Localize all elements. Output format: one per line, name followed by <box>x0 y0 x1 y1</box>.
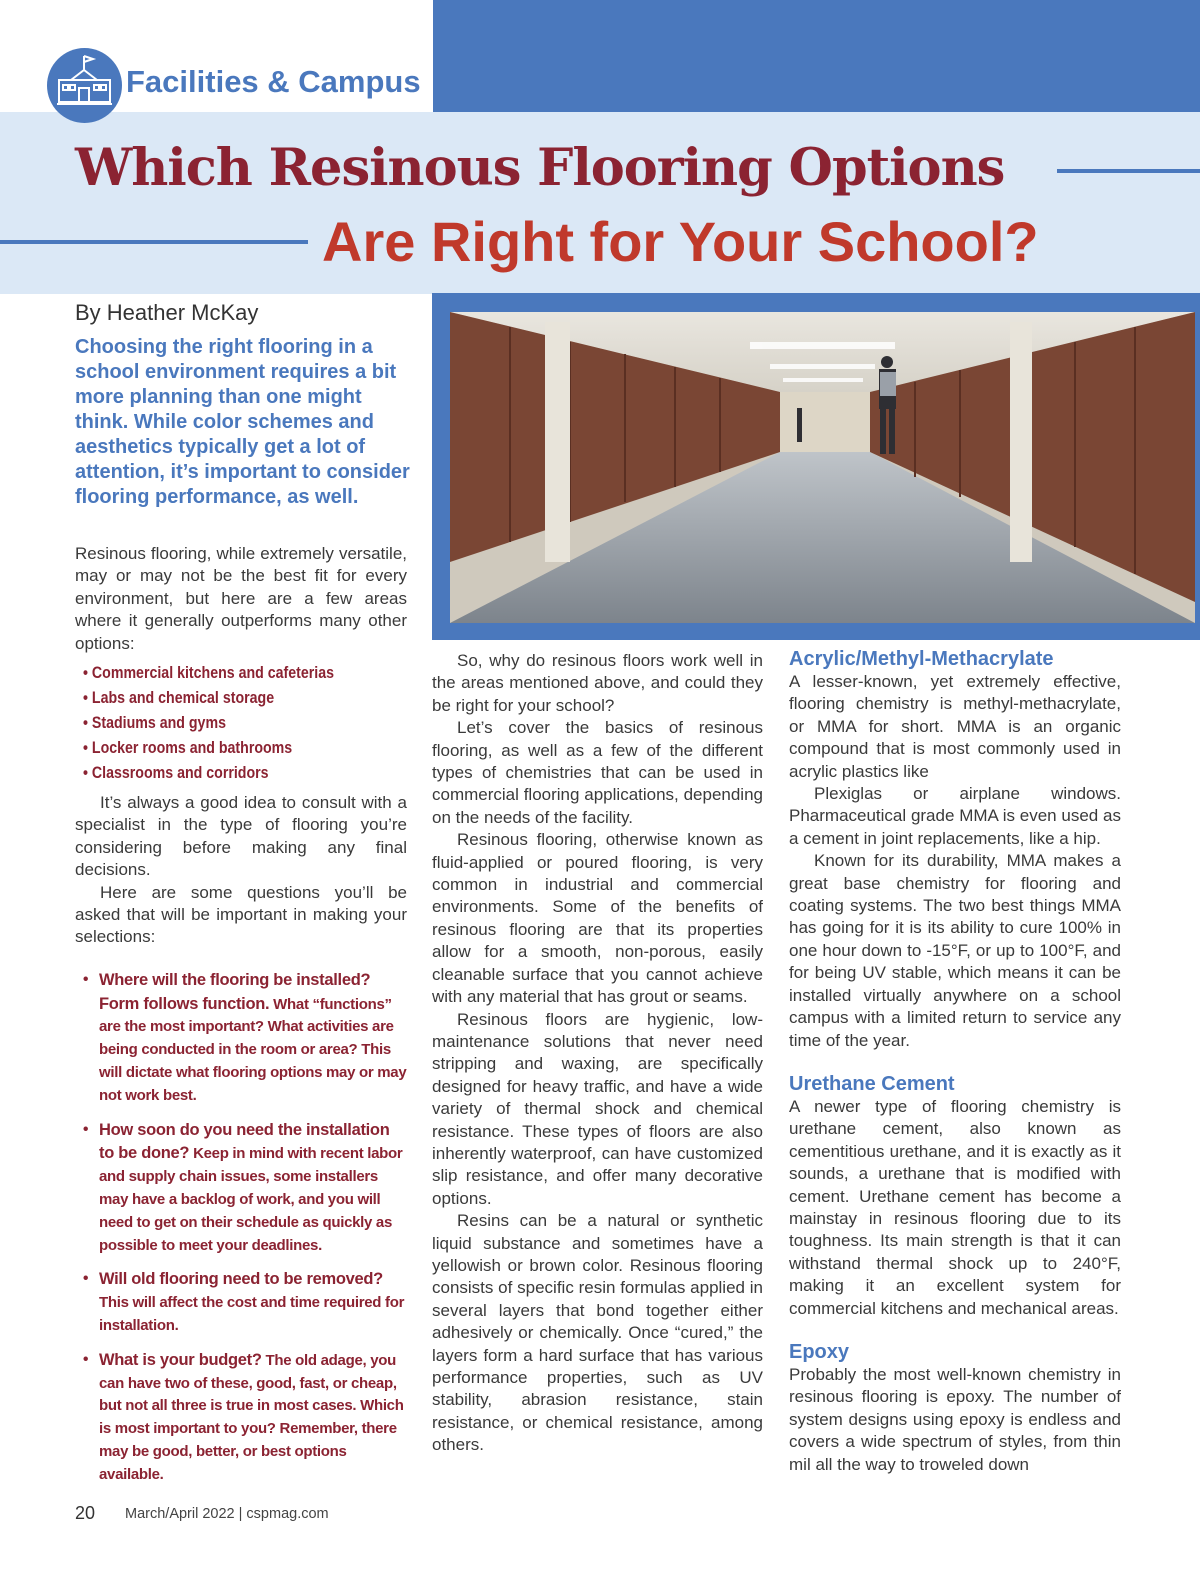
areas-list <box>83 661 407 786</box>
question-text: Will old flooring need to be removed? <box>99 1270 383 1289</box>
column-2-paragraph: Resinous floors are hygienic, low-maintenance solutions that never need stripping and waxing, are specifically designed for heavy traffic, and have a wide variety of thermal shock and chemical resistance. These types of floors are also inherently waterproof, can have customized slip resistance, and offer many decorative options. <box>432 1009 763 1208</box>
article-deck: Choosing the right flooring in a school environment requires a bit more planning than one might think. While color schemes and aesthetics typically get a lot of attention, it’s important to consider flooring performance, as well. <box>75 336 410 508</box>
column-1-intro: Resinous flooring, while extremely versatile, may or may not be the best fit for every environment, but here are a few areas where it generally outperforms many other options: <box>75 544 407 653</box>
byline: By Heather McKay <box>75 300 259 325</box>
header-color-band <box>433 0 1200 112</box>
question-answer: The old adage, you can have two of these, good, fast, or cheap, but not all three is true in most cases. Which is most important to you? Remember, there may be good, better, or best options available. <box>99 1351 404 1483</box>
list-item: • Stadiums and gyms <box>83 714 226 733</box>
column-1-paragraph: It’s always a good idea to consult with a specialist in the type of flooring you’re considering before making any final decisions. <box>75 793 407 880</box>
title-rule-right <box>1057 169 1200 173</box>
column-2-paragraph: Let’s cover the basics of resinous flooring, as well as a few of the different types of chemistries that can be used in commercial flooring applications, depending on the needs of the facility. <box>432 718 763 827</box>
subhead-epoxy: Epoxy <box>789 1340 850 1363</box>
headline-line-1: Which Resinous Flooring Options <box>75 138 1005 198</box>
subhead-mma: Acrylic/Methyl-Methacrylate <box>789 648 1054 670</box>
page-number: 20 <box>75 1503 96 1523</box>
list-item: • Classrooms and corridors <box>83 764 269 783</box>
column-3 <box>789 647 1121 1476</box>
question-item: • What is your budget? The old adage, you can have two of these, good, fast, or cheap, but not all three is true in most cases. Which is most important to you? Remember, there may be good, better, or best options available. <box>83 1350 404 1483</box>
column-3-paragraph: Plexiglas or airplane windows. Pharmaceutical grade MMA is even used as a cement in joint replacements, like a hip. <box>789 784 1121 848</box>
issue-footer: March/April 2022 | cspmag.com <box>125 1506 329 1522</box>
list-item: • Commercial kitchens and cafeterias <box>83 664 335 683</box>
question-answer: What “functions” are the most important? What activities are being conducted in the room or area? This will dictate what flooring options may or may not work best. <box>99 995 407 1104</box>
question-item: • Where will the flooring be installed? Form follows function. What “functions” are the most important? What activities are being conducted in the room or area? This will dictate what flooring options may or may not work best. <box>83 970 407 1104</box>
subhead-urethane-cement: Urethane Cement <box>789 1072 955 1095</box>
section-label: Facilities & Campus <box>126 64 421 99</box>
column-2 <box>432 650 763 1457</box>
school-building-icon <box>47 48 122 123</box>
question-text: How soon do you need the installation to be done? <box>99 1120 390 1163</box>
headline-line-2: Are Right for Your School? <box>322 210 1039 273</box>
question-answer: This will affect the cost and time required for installation. <box>99 1294 405 1335</box>
column-3-paragraph: Known for its durability, MMA makes a great base chemistry for flooring and coating systems. The two best things MMA has going for it is its ability to cure 100% in one hour down to -15°F, or up to 100°F, and for being UV stable, which means it can be installed virtually anywhere on a school campus with a limited return to service any time of the year. <box>789 851 1121 1050</box>
column-2-paragraph: So, why do resinous floors work well in the areas mentioned above, and could they be right for your school? <box>432 651 763 715</box>
column-2-paragraph: Resins can be a natural or synthetic liquid substance and sometimes have a yellowish or brown color. Resinous flooring consists of specific resin formulas applied in several layers that bond together either adhesively or chemically. Once “cured,” the layers form a hard surface that has various performance properties, such as UV stability, abrasion resistance, stain resistance, or chemical resistance, among others. <box>432 1211 763 1455</box>
hallway-photo <box>450 312 1195 623</box>
question-text: What is your budget? <box>99 1350 262 1369</box>
column-3-paragraph: A newer type of flooring chemistry is urethane cement, also known as cementitious urethane, and it is exactly as it sounds, a urethane that is modified with cement. Urethane cement has become a mainstay in resinous flooring due to its toughness. Its main strength is that it can withstand thermal shock up to 240°F, making it an excellent system for commercial kitchens and mechanical areas. <box>789 1096 1121 1318</box>
question-text: Where will the flooring be installed? Form follows function. <box>99 970 371 1013</box>
question-item: • How soon do you need the installation to be done? Keep in mind with recent labor and supply chain issues, some installers may have a backlog of work, and you will need to get on their schedule as quickly as possible to meet your deadlines. <box>83 1120 403 1254</box>
question-answer: Keep in mind with recent labor and supply chain issues, some installers may have a backlog of work, and you will need to get on their schedule as quickly as possible to meet your deadlines. <box>99 1145 403 1254</box>
column-1-paragraph: Here are some questions you’ll be asked that will be important in making your selections: <box>75 882 407 947</box>
column-2-paragraph: Resinous flooring, otherwise known as fluid-applied or poured flooring, is very common in industrial and commercial environments. Some of the benefits of resinous flooring are that its properties allow for a smooth, non-porous, easily cleanable surface that you cannot achieve with any material that has grout or seams. <box>432 830 763 1007</box>
list-item: • Labs and chemical storage <box>83 689 275 708</box>
column-3-paragraph: Probably the most well-known chemistry in resinous flooring is epoxy. The number of system designs using epoxy is endless and covers a wide spectrum of styles, from thin mil all the way to troweled down <box>789 1364 1121 1474</box>
title-rule-left <box>0 240 308 244</box>
column-3-paragraph: A lesser-known, yet extremely effective, flooring chemistry is methyl-methacrylate, or MMA for short. MMA is an organic compound that is most commonly used in acrylic plastics like <box>789 672 1121 781</box>
column-1 <box>75 543 407 1498</box>
questions-list <box>75 969 407 1487</box>
list-item: • Locker rooms and bathrooms <box>83 739 293 758</box>
question-item: • Will old flooring need to be removed? This will affect the cost and time required for installation. <box>83 1270 405 1335</box>
